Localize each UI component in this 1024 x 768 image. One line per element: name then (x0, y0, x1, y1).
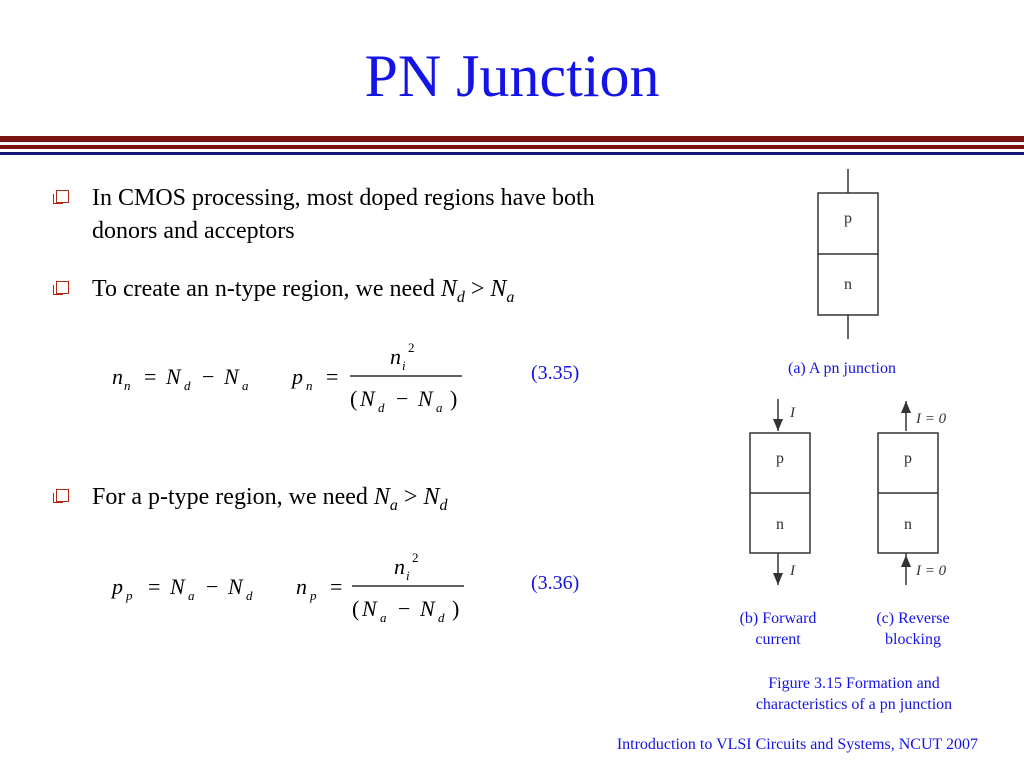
caption-c (853, 608, 973, 650)
inequality-operator: > (403, 484, 418, 510)
caption-b-line: (b) Forward (739, 610, 817, 627)
slide-title: PN Junction (364, 43, 660, 109)
svg-text:a: a (242, 378, 249, 393)
svg-text:a: a (188, 588, 195, 603)
current-label: I (790, 563, 795, 579)
svg-text:2: 2 (408, 340, 415, 355)
svg-text:−: − (202, 364, 215, 389)
inequality-rhs: N (490, 276, 507, 302)
svg-text:d: d (246, 588, 253, 603)
forward-current-diagram (730, 395, 830, 590)
bullet-box-icon (56, 190, 69, 203)
caption-b-line: current (755, 631, 801, 648)
svg-text:(: ( (352, 596, 360, 621)
figure-caption (718, 673, 990, 715)
svg-text:−: − (206, 574, 219, 599)
reverse-blocking-diagram (858, 395, 968, 590)
svg-text:d: d (378, 400, 385, 415)
svg-text:): ) (452, 596, 460, 621)
current-label: I (790, 405, 795, 421)
svg-text:N: N (420, 596, 435, 621)
zero-current-label: I = 0 (916, 563, 947, 579)
bullet-box-icon (56, 281, 69, 294)
svg-text:N: N (360, 386, 375, 411)
svg-text:p: p (292, 364, 303, 389)
p-region-label: p (776, 450, 784, 467)
n-region-label: n (904, 516, 912, 533)
svg-text:): ) (450, 386, 458, 411)
svg-text:2: 2 (412, 550, 419, 565)
inequality-rhs-subscript: d (439, 496, 448, 514)
footer-text: Introduction to VLSI Circuits and Systems, NCUT 2007 (616, 736, 978, 753)
svg-text:n: n (394, 554, 405, 579)
svg-text:N: N (170, 574, 185, 599)
bullet-item (92, 481, 652, 522)
svg-text:i: i (402, 358, 406, 373)
figure-caption-line: characteristics of a pn junction (755, 696, 953, 713)
title-rule-top (0, 136, 1024, 142)
p-region-label: p (844, 210, 852, 227)
inequality-rhs: N (423, 484, 440, 510)
svg-text:N: N (418, 386, 433, 411)
equation-number: (3.35) (531, 362, 580, 384)
bullet-text: To create an n-type region, we need (92, 276, 435, 302)
svg-text:N: N (166, 364, 181, 389)
caption-c-line: blocking (885, 631, 941, 648)
svg-text:−: − (398, 596, 411, 621)
inequality-rhs-subscript: a (506, 288, 515, 306)
svg-text:a: a (380, 610, 387, 625)
svg-text:(: ( (350, 386, 358, 411)
svg-text:N: N (224, 364, 239, 389)
pn-junction-diagram (800, 165, 900, 345)
svg-text:N: N (362, 596, 377, 621)
inequality-lhs-subscript: d (456, 288, 465, 306)
bullet-box-icon (56, 489, 69, 502)
svg-text:n: n (390, 344, 401, 369)
svg-text:d: d (184, 378, 191, 393)
title-rule-bottom (0, 152, 1024, 155)
caption-b (718, 608, 838, 650)
svg-text:=: = (326, 364, 339, 389)
equation-number: (3.36) (531, 572, 580, 594)
n-region-label: n (776, 516, 784, 533)
bullet-item (92, 182, 652, 248)
svg-text:p: p (126, 588, 133, 603)
svg-text:a: a (436, 400, 443, 415)
equation-3-36 (108, 546, 488, 626)
bullet-text: In CMOS processing, most doped regions have both donors and acceptors (92, 185, 595, 244)
figure-caption-line: Figure 3.15 Formation and (768, 675, 940, 692)
caption-c-line: (c) Reverse (876, 610, 950, 627)
svg-text:d: d (438, 610, 445, 625)
svg-text:−: − (396, 386, 409, 411)
svg-text:N: N (228, 574, 243, 599)
svg-text:=: = (330, 574, 343, 599)
svg-text:p: p (112, 574, 123, 599)
inequality-lhs-subscript: a (389, 496, 398, 514)
svg-text:n: n (306, 378, 313, 393)
bullet-item (92, 273, 652, 314)
svg-text:p: p (310, 588, 317, 603)
zero-current-label: I = 0 (916, 411, 947, 427)
svg-text:=: = (148, 574, 161, 599)
svg-text:=: = (144, 364, 157, 389)
inequality-operator: > (470, 276, 485, 302)
svg-text:n: n (124, 378, 131, 393)
inequality-lhs: N (373, 484, 390, 510)
n-region-label: n (844, 276, 852, 293)
title-rule-middle (0, 145, 1024, 149)
equation-3-35 (108, 336, 488, 416)
svg-text:n: n (296, 574, 307, 599)
bullet-text: For a p-type region, we need (92, 484, 368, 510)
svg-text:n: n (112, 364, 123, 389)
p-region-label: p (904, 450, 912, 467)
svg-text:i: i (406, 568, 410, 583)
inequality-lhs: N (440, 276, 457, 302)
caption-a: (a) A pn junction (788, 360, 896, 377)
